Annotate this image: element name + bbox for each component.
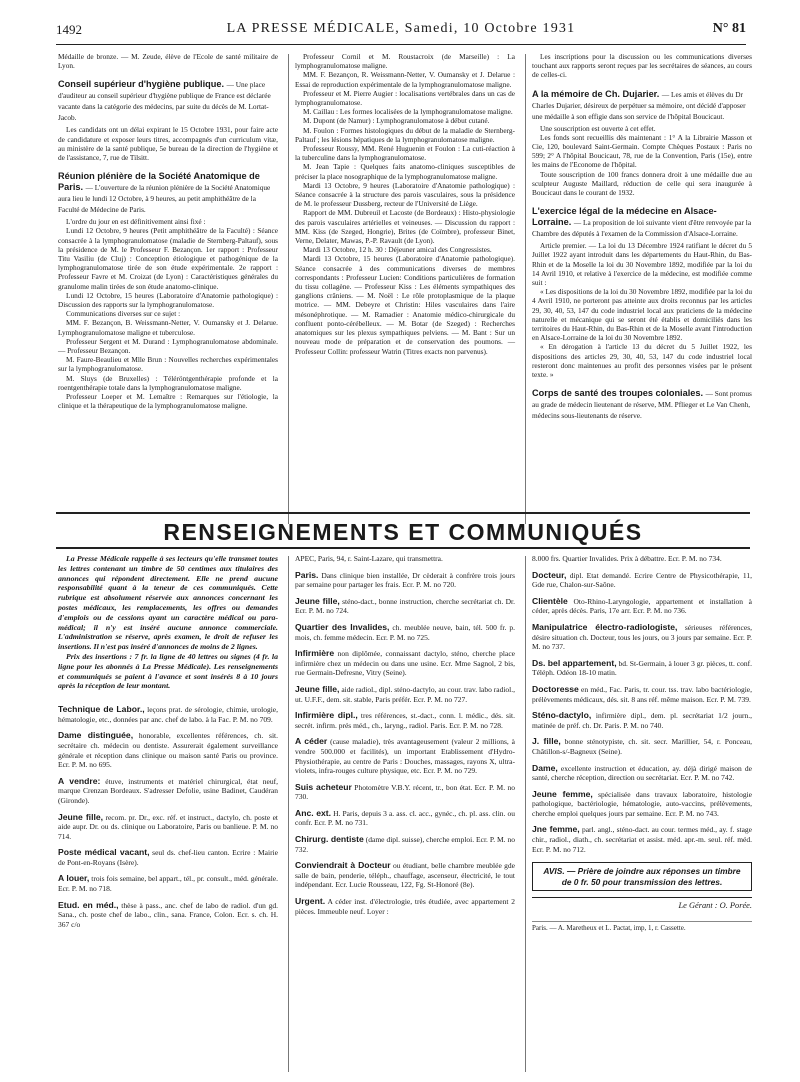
ads-list xyxy=(532,554,752,854)
column-divider xyxy=(288,54,289,524)
ad-lead: Jeune fille, xyxy=(58,811,104,822)
paragraph: — Les amis et élèves du Dr Charles Dujarier, désireux de perpétuer sa mémoire, ont décidé d'apposer une médaille à son effigie dans son service de l'hôpital Boucicaut. xyxy=(532,89,746,121)
paragraph: M. Jean Tapie : Quelques faits anatomo-cliniques susceptibles de préciser la place nosographique de la lymphogranulomatose maligne. xyxy=(295,162,515,181)
classified-ad xyxy=(58,731,278,769)
ads-column-1 xyxy=(58,554,278,936)
ad-text: recom. pr. Dr., exc. réf. et instruct., dactylo, ch. poste et aide aupr. Dr. ou ds. clinique ou Laboratoire, Paris ou banlieue. P. M. no 714. xyxy=(58,812,278,841)
classified-ad xyxy=(295,685,515,704)
ad-text: thèse à pass., anc. chef de labo de radiol. d'un gd. Sana., ch. poste chef de labo., clin., sana. France, Colon. Ecr. s. ch. H. 367 c/o xyxy=(58,900,279,929)
paragraph: M. Dupont (de Namur) : Lymphogranulomatose à début cutané. xyxy=(303,116,490,126)
ad-text: H. Paris, depuis 3 a. ass. cl. acc., gynéc., ch. pl. ass. clin. ou confr. Ecr. P. M. no 731. xyxy=(295,808,515,828)
ad-lead: Docteur, xyxy=(532,569,567,580)
classified-ad xyxy=(58,813,278,842)
paragraph: — Une place d'auditeur au conseil supérieur d'hygiène publique de France est déclarée vacante dans la catégorie des médecins, par suite du décès de M. Lortat-Jacob. xyxy=(58,80,271,123)
column-divider xyxy=(525,556,526,1072)
ad-lead: Jeune fille, xyxy=(295,595,340,606)
ad-text: ou étudiant, belle chambre meublée gde salle de bain, penderie, téléph., chauffage, ascenseur, électricité, le tout indépendant. Ecr. Lucie Rousseau, 122, Fg. St-Honoré (8e). xyxy=(295,861,515,890)
paragraph: Professeur et M. Pierre Augier : localisations vertébrales dans un cas de lymphogranulomatose. xyxy=(295,88,515,108)
ad-text: Dans clinique bien installée, Dr cèderait à confrère trois jours par semaine pour partager les frais. Ecr. P. M. no 720. xyxy=(295,570,515,590)
ad-text: infirmière dipl., dem. pl. secrétariat 1/2 journ., matinée de préf. ch. Dr. Paris. P. M. no 740. xyxy=(532,711,752,730)
journal-title: LA PRESSE MÉDICALE, Samedi, 10 Octobre 1931 xyxy=(226,21,576,36)
notice-paragraph: Prix des insertions : 7 fr. la ligne de 40 lettres ou signes (4 fr. la ligne pour les abonnés à La Presse Médicale). Les renseignements et communiqués se paient à l'avance et sont insérés 8 à 10 jours après la réception de leur montant. xyxy=(58,651,278,691)
ad-text: dipl. Etat demandé. Ecrire Centre de Physicothérapie, 11, Gde rue, Chalon-sur-Saône. xyxy=(532,570,752,590)
gerant-signature: Le Gérant : O. Porée. xyxy=(532,897,752,911)
ad-text: honorable, excellentes références, ch. sit. secrétaire ch. médecin ou dentiste. Assurerait également surveillance générale et réception dans clinique ou maison santé Paris ou province. Ecr. P. M. no 695. xyxy=(58,731,278,770)
ad-lead: Etud. en méd., xyxy=(58,899,119,910)
classified-ad xyxy=(58,874,278,893)
classified-ad xyxy=(295,897,515,916)
paragraph: Article premier. — La loi du 13 Décembre 1924 ratifiant le décret du 5 Juillet 1922 ayant introduit dans les départements du Haut-Rhin, du Bas-Rhin et de la Moselle la loi du 30 Novembre 1892, modifiée par la loi du 14 Avril 1910, et relative à l'exercice de la médecine, est modifiée comme suit : xyxy=(532,241,752,288)
classified-ad xyxy=(295,861,515,890)
paragraph: Les fonds sont recueillis dès maintenant : 1° A la Librairie Masson et Cie, 120, boulevard Saint-Germain. Compte Chèques Postaux : Paris no 599; 2° A l'hôpital Boucicaut, 78, rue de la Convention, Paris (15e), entre les mains de l'Econome de l'hôpital. xyxy=(532,132,752,170)
classified-ad xyxy=(532,597,752,616)
ad-lead: A louer, xyxy=(58,873,90,884)
classified-ad xyxy=(295,711,515,730)
notice-paragraph: La Presse Médicale rappelle à ses lecteurs qu'elle transmet toutes les lettres contenant un timbre de 50 centimes aux titulaires des annonces qui répondent directement. Elle ne prend aucune responsabilité quant à la teneur de ces communiqués. Cette rubrique est absolument réservée aux annonces concernant les postes médicaux, les remplacements, les offres ou demandes d'emplois ou de cessions ayant un caractère médical ou para-médical; il n'y est inséré aucune annonce commerciale. L'administration se réserve, après examen, le droit de refuser les insertions. Il n'est pas inséré d'annonces de moins de 2 lignes. xyxy=(58,554,278,652)
ad-lead: Jeune fille, xyxy=(295,683,340,694)
ad-text: bonne sténotypiste, ch. sit. secr. Marillier, 54, r. Ponceau, Châtillon-s/-Bagneux (Seine). xyxy=(532,737,752,756)
ad-text: spécialisée dans travaux laboratoire, histologie pathologique, bactériologie, hématologie, auto-vaccins, prélèvements, cherche emploi quelques jours par semaine. Ecr. P. M. no 743. xyxy=(532,789,752,818)
classified-ad xyxy=(58,848,278,867)
classified-ad xyxy=(532,623,752,652)
ad-text: sténo-dact., bonne instruction, cherche secrétariat ch. Dr. Ecr. P. M. no 724. xyxy=(295,596,515,616)
classified-ad xyxy=(295,597,515,616)
classified-ad xyxy=(58,705,278,724)
ad-lead: Anc. ext. xyxy=(295,807,332,818)
ad-text: parl. angl., sténo-dact. au cour. termes méd., ay. f. stage chir., radiol., diath., ch. secrétariat et assist. méd. apr.-m. seul. réf. méd. Ecr. P. M. no 712. xyxy=(532,825,752,854)
classified-ad xyxy=(295,809,515,828)
page-number: 1492 xyxy=(56,22,82,37)
classified-ad xyxy=(295,571,515,590)
classified-ad xyxy=(295,835,515,854)
classified-ad xyxy=(532,764,752,783)
ad-text: A céder inst. d'électrologie, très étudiée, avec appartement 2 pièces. Immeuble neuf. Loyer : xyxy=(295,897,515,916)
heading-reunion-anatomique: Réunion plénière de la Société Anatomique de Paris. — L'ouverture de la réunion plénière de la Société Anatomique aura lieu le lundi 12 Octobre, à 9 heures, au petit amphithéâtre de la Faculté de Médecine de Paris. xyxy=(58,171,271,215)
heading-alsace-lorraine: L'exercice légal de la médecine en Alsace-Lorraine. — La proposition de loi suivante vient d'être renvoyée par la Chambre des députés à l'examen de la Commission d'Alsace-Lorraine. xyxy=(532,206,752,239)
page-header xyxy=(56,18,746,45)
ad-text: tres références, st.-dact., conn. l. médic., dés. sit. secrét. infirm. prés méd., ch., laryng., radiol. Paris. Ecr. P. M. no 728. xyxy=(295,711,515,730)
avis-box: AVIS. — Prière de joindre aux réponses un timbre de 0 fr. 50 pour transmission des lettres. xyxy=(532,862,752,891)
paragraph: Professeur Roussy, MM. René Huguenin et Foulon : La cuti-réaction à la tuberculine dans la lymphogranulomatose. xyxy=(295,144,515,163)
news-column-3 xyxy=(532,52,752,423)
ad-lead: A vendre: xyxy=(58,775,101,786)
ad-text: bd. St-Germain, à louer 3 gr. pièces, tt. conf. Téléph. Odéon 18-10 matin. xyxy=(532,658,752,678)
paragraph: Mardi 13 Octobre, 15 heures (Laboratoire d'Anatomie pathologique). Séance consacrée à des communications diverses de membres correspondants : Professeur Lucien: Conditions particulières de formation du tissu collagène. — Professeur Kiss : Les éléments sympathiques des ganglions crâniens. — M. Noël : Le rôle protoplasmique de la plaque motrice. — MM. Debeyre et Christin: Hiles vasculaires dans l'aire mésonéphrotique. — M. Ramadier : Anatomie médico-chirurgicale du confluent ponto-cérébelleux. — M. Botar (de Szeged) : Recherches anatomiques sur les plexus sympathiques pelviens. — M. Bant : Sur un nouveau mode de préparation et de conservation des poumons. — Professeur Collin: professeur Watrin (Titres exacts non parvenus). xyxy=(295,254,515,356)
ad-text: Photomètre V.B.Y. récent, tr., bon état. Ecr. P. M. no 730. xyxy=(295,782,515,802)
classified-ad xyxy=(532,685,752,704)
paragraph: Mardi 13 Octobre, 12 h. 30 : Déjeuner amical des Congressistes. xyxy=(303,245,492,255)
ad-text: ch. meublée neuve, bain, tél. 500 fr. p. mois, ch. femme médecin. Ecr. P. M. no 725. xyxy=(295,622,515,642)
ad-lead: Technique de Labor., xyxy=(58,704,145,715)
classified-ad xyxy=(295,623,515,642)
paragraph: Les candidats ont un délai expirant le 15 Octobre 1931, pour faire acte de candidature et exposer leurs titres, accompagnés d'un curriculum vitæ, au ministère de la santé publique, 5e bureau de la direction de l'hygiène et de l'assistance, 7, rue de Tilsitt. xyxy=(58,125,278,163)
ad-lead: Sténo-dactylo, xyxy=(532,710,592,721)
paragraph: MM. F. Bezançon, R. Weissmann-Netter, V. Oumansky et J. Delarue : Essai de reproduction expérimentale de la lymphogranulomatose maligne. xyxy=(295,70,515,89)
ads-list xyxy=(58,705,278,929)
paragraph: — L'ouverture de la réunion plénière de la Société Anatomique aura lieu le lundi 12 Octobre, à 9 heures, au petit amphithéâtre de la Faculté de Médecine de Paris. xyxy=(58,183,271,215)
ad-lead: Clientèle xyxy=(532,595,568,606)
ad-text: Oto-Rhino-Laryngologie, appartement et installation à céder, après décès. Paris, 17e arr. Ecr. P. M. no 736. xyxy=(532,596,752,616)
ad-text: leçons prat. de sérologie, chimie, urologie, hématologie, etc., données par anc. chef de labo. à la Fac. P. M. no 709. xyxy=(58,705,279,724)
paragraph: M. Foulon : Formes histologiques du début de la maladie de Sternberg-Paltauf ; les lésions hépatiques de la lymphogranulomatose maligne. xyxy=(295,125,515,144)
paragraph: « En dérogation à l'article 13 du décret du 5 Juillet 1922, les dispositions des articles 29, 30, 40, 53, 147 du code industriel local resteront donc maintenues au profit des personnes visées par le présent texte. » xyxy=(532,342,752,380)
classified-ad xyxy=(532,659,752,678)
ad-lead: Conviendrait à Docteur xyxy=(295,860,391,871)
paragraph: M. Faure-Beaulieu et Mlle Brun : Nouvelles recherches expérimentales sur la lymphogranulomatose. xyxy=(58,355,278,374)
ad-text: excellente instruction et éducation, ay. déjà dirigé maison de santé, cherche réception, direction ou secrétariat. Ecr. P. M. no 742. xyxy=(532,763,752,783)
paragraph: — Sont promus au grade de médecin lieutenant de réserve, MM. Pflieger et Le Van Chenh, médecins sous-lieutenants de réserve. xyxy=(532,389,752,421)
heading-conseil-hygiene: Conseil supérieur d'hygiène publique. — Une place d'auditeur au conseil supérieur d'hygiène publique de France est déclarée vacante dans la catégorie des médecins, par suite du décès de M. Lortat-Jacob. xyxy=(58,79,271,123)
paragraph: Rapport de MM. Dubreuil et Lacoste (de Bordeaux) : Histo-physiologie des parois vasculaires artérielles et veineuses. — Discussion du rapport : MM. Kiss (de Szeged, Hongrie), Brites (de Coïmbre), professeur Binet, Verne, Delater, Mawas, P.-P. Ravault (de Lyon). xyxy=(295,208,515,246)
ad-lead: Paris. xyxy=(295,569,319,580)
paragraph: « Les dispositions de la loi du 30 Novembre 1892, modifiée par la loi du 4 Avril 1910, ne porteront pas atteinte aux droits reconnus par les articles 29, 30, 40, 53, 147 du code industriel local aux praticiens de la médecine naturelle et mécanique qui se seront été établis et domiciliés dans les territoires du Haut-Rhin, du Bas-Rhin et de la Moselle avant l'introduction en Alsace-Lorraine de la loi du 30 Novembre 1892. xyxy=(532,287,752,343)
paragraph: Les inscriptions pour la discussion ou les communications diverses touchant aux rapports seront reçues par les secrétaires de séances, au cours de celles-ci. xyxy=(532,52,752,80)
ads-notice xyxy=(58,554,278,691)
classified-ad xyxy=(58,901,278,930)
heading-troupes-coloniales: Corps de santé des troupes coloniales. — Sont promus au grade de médecin lieutenant de réserve, MM. Pflieger et Le Van Chenh, médecins sous-lieutenants de réserve. xyxy=(532,388,752,421)
ad-lead: Chirurg. dentiste xyxy=(295,834,364,845)
ad-text: sérieuses références, désire situation ch. Docteur, tous les jours, ou 3 jours par semaine. Ecr. P. M. no 737. xyxy=(532,622,752,652)
heading-dujarier: A la mémoire de Ch. Dujarier. — Les amis et élèves du Dr Charles Dujarier, désireux de perpétuer sa mémoire, ont décidé d'apposer une médaille à son effigie dans son service de l'hôpital Boucicaut. xyxy=(532,88,746,121)
section-rule xyxy=(56,512,750,514)
ad-lead: Urgent. xyxy=(295,896,326,907)
ad-lead: Dame distinguée, xyxy=(58,730,134,741)
ad-text: en méd., Fac. Paris, tr. cour. tss. trav. labo bactériologie, prélèvements médicaux, dés. sit. 8 ans réf. même maison. Ecr. P. M. 739. xyxy=(532,684,752,704)
ad-lead: Quartier des Invalides, xyxy=(295,621,390,632)
paragraph: M. Sluys (de Bruxelles) : Téléröntgenthérapie profonde et la roentgenthérapie totale dans la lymphogranulomatose maligne. xyxy=(58,373,278,392)
classified-ad xyxy=(532,571,752,590)
classified-ad xyxy=(532,790,752,819)
ads-list xyxy=(295,554,515,916)
column-divider xyxy=(525,54,526,524)
classified-ads xyxy=(58,554,750,1074)
issue-number: N° 81 xyxy=(712,21,746,36)
ad-lead: Manipulatrice électro-radiologiste, xyxy=(532,621,678,632)
ads-column-2 xyxy=(295,554,515,923)
paragraph: Une souscription est ouverte à cet effet. xyxy=(540,123,656,133)
classified-ad xyxy=(532,737,752,756)
classified-ad xyxy=(532,711,752,730)
ad-text: non diplômée, connaissant dactylo, sténo, cherche place infirmière chez un médecin ou dans une usine. Ecr. Mme Sagnol, 2 bis, rue Germain-Defresne, Vitry (Seine). xyxy=(295,649,515,678)
paragraph: MM. F. Bezançon, B. Weissmann-Netter, V. Oumansky et J. Delarue. Lymphogranulomatose maligne et tuberculose. xyxy=(58,318,278,337)
ad-text: trois fois semaine, bel appart., tél., pr. consult., méd. générale. Ecr. P. M. no 718. xyxy=(58,874,278,894)
classified-ad xyxy=(295,737,515,775)
column-divider xyxy=(288,556,289,1072)
paragraph: Mardi 13 Octobre, 9 heures (Laboratoire d'Anatomie pathologique) : Séance consacrée à la structure des parois vasculaires, sous la présidence de M. le professeur Dussberg, recteur de l'Université de Liège. xyxy=(295,180,515,209)
ad-text: étuve, instruments et matériel chirurgical, état neuf, marque Crenzan Bordeaux. S'adresser Defolie, usine Badinet, Caudéran (Gironde). xyxy=(58,776,278,805)
ad-lead: Jne femme, xyxy=(532,824,580,835)
ad-text: (dame dipl. suisse), cherche emploi. Ecr. P. M. no 732. xyxy=(295,835,515,854)
section-rule xyxy=(56,547,750,549)
ad-lead: Suis acheteur xyxy=(295,781,352,792)
ad-text: aide radiol., dipl. sténo-dactylo, au cour. trav. labo radiol., ut. U.F.F., dem. sit. stable, Paris préfér. Ecr. P. M. no 727. xyxy=(295,684,515,704)
paragraph: Toute souscription de 100 francs donnera droit à une médaille due au sculpteur Auguste Maillard, réduction de celle qui sera inaugurée à Boucicaut dans le courant de 1932. xyxy=(532,169,752,198)
news-column-1 xyxy=(58,52,278,410)
paragraph: Lundi 12 Octobre, 9 heures (Petit amphithéâtre de la Faculté) : Séance consacrée à la lymphogranulomatose (maladie de Sternberg-Paltauf), sous la présidence de M. le Professeur F. Bezançon. 1er rapport : Professeur Titu Vasiliu (de Cluj) : Conception étiologique et pathogénique de la lymphogranulomatose tirée de son étude expérimentale. 2e rapport : Professeur Favre et M. Croizat (de Lyon) : Caractéristiques générales du granulome malin tirées de son étude anatomo-clinique. xyxy=(58,226,278,291)
ad-lead: Infirmière dipl., xyxy=(295,710,358,721)
ad-lead: J. fille, xyxy=(532,736,561,747)
classified-ad xyxy=(58,777,278,806)
ad-lead: Jeune femme, xyxy=(532,788,593,799)
ads-column-3 xyxy=(532,554,752,933)
classified-ad xyxy=(295,783,515,802)
ad-text: seul ds. chef-lieu canton. Ecrire : Mairie de Pont-en-Royans (Isère). xyxy=(58,848,278,867)
section-title: RENSEIGNEMENTS ET COMMUNIQUÉS xyxy=(163,519,643,545)
paragraph: Professeur Cornil et M. Roustacroix (de Marseille) : La lymphogranulomatose maligne. xyxy=(295,52,515,71)
printer-line: Paris. — A. Maretheux et L. Pactat, imp, 1, r. Cassette. xyxy=(532,921,752,934)
paragraph: Médaille de bronze. — M. Zeude, élève de l'Ecole de santé militaire de Lyon. xyxy=(58,52,278,71)
paragraph: Professeur Loeper et M. Lemaître : Remarques sur l'étiologie, la clinique et la thérapeutique de la lymphogranulomatose maligne. xyxy=(58,392,278,411)
paragraph: L'ordre du jour en est définitivement ainsi fixé : xyxy=(66,217,206,227)
ad-lead: Poste médical vacant, xyxy=(58,847,150,858)
paragraph: — La proposition de loi suivante vient d'être renvoyée par la Chambre des députés à l'examen de la Commission d'Alsace-Lorraine. xyxy=(532,218,752,239)
news-section xyxy=(58,52,752,534)
paragraph: Communications diverses sur ce sujet : xyxy=(66,309,181,319)
ad-lead: Ds. bel appartement, xyxy=(532,657,617,668)
ad-text: (cause maladie), très avantageusement (valeur 2 millions, à vendre 500.000 et facilités), un important Etablissement d'Hydro-Physiothérapie, au centre de Paris : Douches, massages, rayons X, ultra-violets, infra-rouges culture physique, etc. Ecr. P. M. no 729. xyxy=(295,737,515,776)
classified-ad xyxy=(532,554,752,564)
ad-text: APEC, Paris, 94, r. Saint-Lazare, qui transmettra. xyxy=(295,554,443,563)
paragraph: Lundi 12 Octobre, 15 heures (Laboratoire d'Anatomie pathologique) : Discussion des rapports sur la lymphogranulomatose. xyxy=(58,290,278,310)
classified-ad xyxy=(295,554,515,564)
news-column-2 xyxy=(295,52,515,356)
ad-text: 8.000 frs. Quartier Invalides. Prix à débattre. Ecr. P. M. no 734. xyxy=(532,554,722,563)
classified-ad xyxy=(532,825,752,854)
ad-lead: A céder xyxy=(295,736,328,747)
paragraph: M. Caillau : Les formes localisées de la lymphogranulomatose maligne. xyxy=(303,107,513,117)
ad-lead: Dame, xyxy=(532,762,558,773)
ad-lead: Doctoresse xyxy=(532,683,579,694)
ad-lead: Infirmière xyxy=(295,648,335,659)
classified-ad xyxy=(295,649,515,678)
paragraph: Professeur Sergent et M. Durand : Lymphogranulomatose abdominale. — Professeur Bezançon. xyxy=(58,336,278,356)
